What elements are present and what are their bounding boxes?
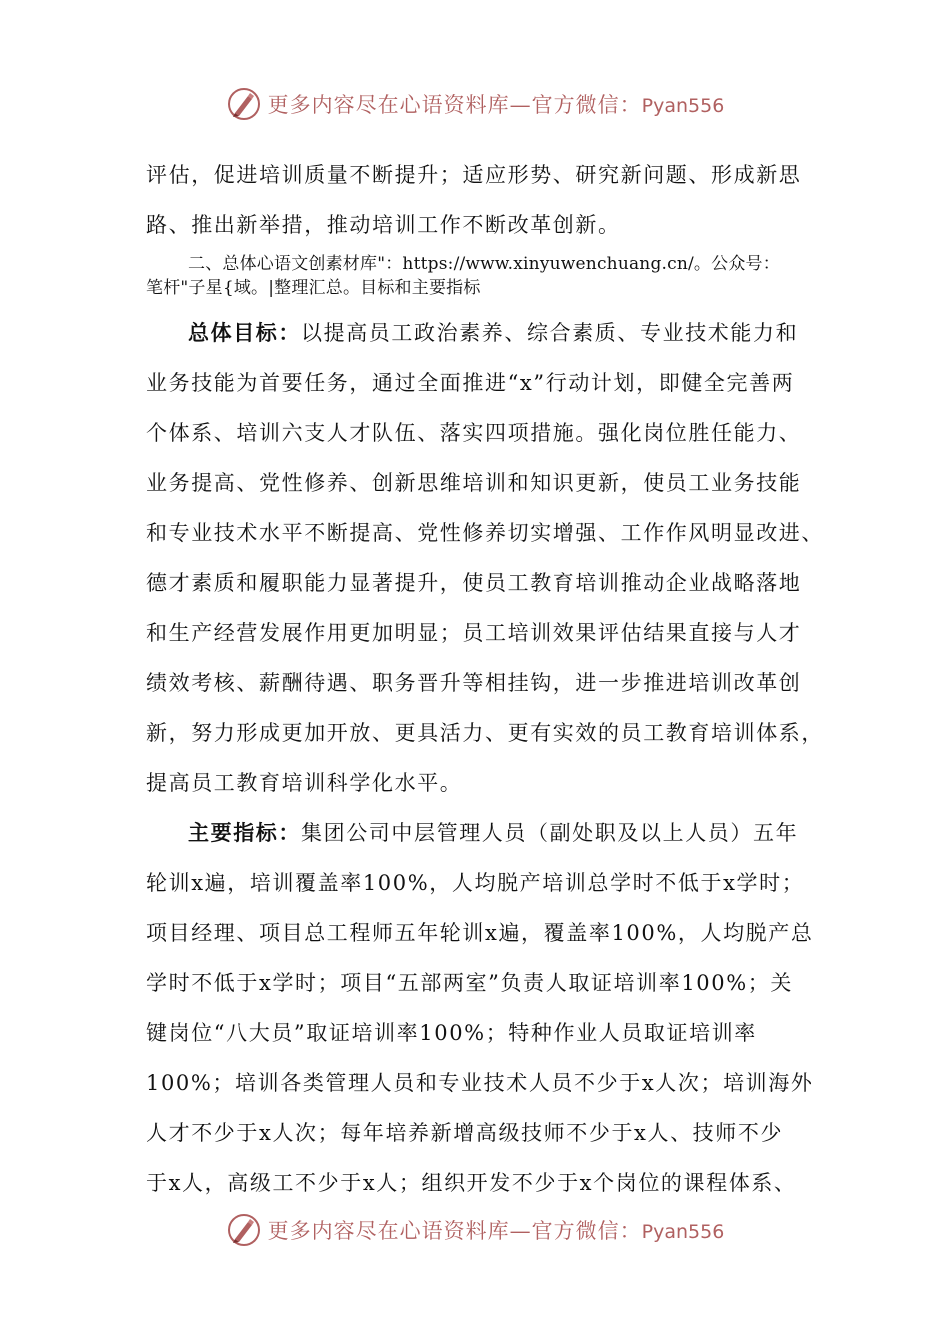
paragraph-intro: 评估，促进培训质量不断提升；适应形势、研究新问题、形成新思 路、推出新举措，推动培训工作不断改革创新。: [146, 163, 802, 237]
banner-text: 更多内容尽在心语资料库—官方微信：Pyan556: [267, 93, 725, 117]
indicators-label: 主要指标：: [188, 820, 301, 845]
goal-label: 总体目标：: [188, 320, 301, 345]
pen-logo-icon: [226, 1212, 262, 1248]
section-heading: 二、总体心语文创素材库"：https://www.xinyuwenchuang.cn/。公众号： 笔杆"子星{域。|整理汇总。目标和主要指标: [146, 254, 780, 298]
document-body: [146, 150, 824, 1208]
paragraph-main-indicators: 主要指标：集团公司中层管理人员（副处职及以上人员）五年 轮训x遍，培训覆盖率100%，人均脱产培训总学时不低于x学时； 项目经理、项目总工程师五年轮训x遍，覆盖率100%，人均脱产总 学时不低于x学时；项目“五部两室”负责人取证培训率100%；关 键岗位“八大员”取证培训率100%；特种作业人员取证培训率 100%；培训各类管理人员和专业技术人员不少于x人次；培训海外 人才不少于x人次；每年培养新增高级技师不少于x人、技师不少 于x人，高级工不少于x人；组织开发不少于x个岗位的课程体系、: [146, 820, 814, 1195]
paragraph-overall-goal: 总体目标：以提高员工政治素养、综合素质、专业技术能力和 业务技能为首要任务，通过全面推进“x”行动计划，即健全完善两 个体系、培训六支人才队伍、落实四项措施。强化岗位胜任能力、 业务提高、党性修养、创新思维培训和知识更新，使员工业务技能 和专业技术水平不断提高、党性修养切实增强、工作作风明显改进、 德才素质和履职能力显著提升，使员工教育培训推动企业战略落地 和生产经营发展作用更加明显；员工培训效果评估结果直接与人才 绩效考核、薪酬待遇、职务晋升等相挂钩，进一步推进培训改革创 新，努力形成更加开放、更具活力、更有实效的员工教育培训体系， 提高员工教育培训科学化水平。: [146, 320, 824, 795]
header-watermark-banner: [0, 84, 950, 124]
pen-logo-icon: [226, 86, 262, 122]
banner-text: 更多内容尽在心语资料库—官方微信：Pyan556: [267, 1219, 725, 1243]
footer-watermark-banner: [0, 1210, 950, 1250]
